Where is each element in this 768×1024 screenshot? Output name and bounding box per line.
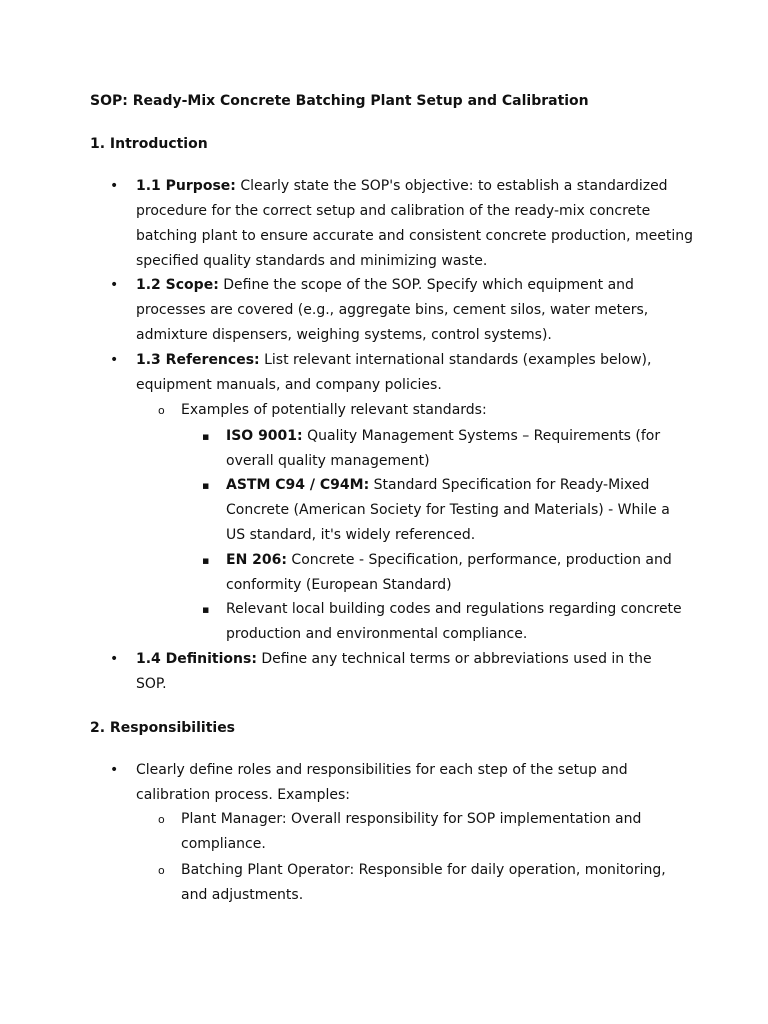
definitions-label: 1.4 Definitions:: [136, 651, 257, 667]
en-206-text: Concrete - Specification, performance, production and conformity (European Standard): [226, 552, 672, 593]
list-item-local-codes: Relevant local building codes and regulations regarding concrete production and environmental compliance.: [226, 601, 682, 642]
section-heading-introduction: 1. Introduction: [90, 136, 208, 152]
references-label: 1.3 References:: [136, 352, 260, 368]
list-item-references: [136, 348, 696, 398]
section-heading-responsibilities: 2. Responsibilities: [90, 720, 236, 736]
bullet-glyph: •: [110, 651, 119, 667]
sub-sub-bullet-glyph: ▪: [202, 479, 210, 492]
bullet-glyph: •: [110, 178, 119, 194]
iso-9001-label: ISO 9001:: [226, 428, 303, 444]
en-206-label: EN 206:: [226, 552, 287, 568]
scope-label: 1.2 Scope:: [136, 277, 219, 293]
document-title: SOP: Ready-Mix Concrete Batching Plant Setup and Calibration: [90, 93, 589, 109]
references-text: List relevant international standards (examples below), equipment manuals, and company policies.: [136, 352, 652, 393]
list-item-responsibilities-intro: Clearly define roles and responsibilities for each step of the setup and calibration process. Examples:: [136, 762, 628, 803]
definitions-text: Define any technical terms or abbreviations used in the SOP.: [136, 651, 652, 692]
sub-bullet-glyph: o: [158, 864, 165, 877]
astm-c94-label: ASTM C94 / C94M:: [226, 477, 370, 493]
bullet-glyph: •: [110, 277, 119, 293]
list-item-purpose: [136, 174, 696, 274]
astm-c94-text: Standard Specification for Ready-Mixed Concrete (American Society for Testing and Materials) - While a US standard, it's widely referenced.: [226, 477, 670, 543]
purpose-label: 1.1 Purpose:: [136, 178, 236, 194]
list-item-astm-c94: [226, 473, 686, 548]
sub-sub-bullet-glyph: ▪: [202, 430, 210, 443]
list-item-scope: [136, 273, 696, 348]
sub-bullet-glyph: o: [158, 404, 165, 417]
bullet-glyph: •: [110, 762, 119, 778]
purpose-text: Clearly state the SOP's objective: to establish a standardized procedure for the correct setup and calibration of the ready-mix concrete batching plant to ensure accurate and consistent concrete production, meeting specified quality standards and minimizing waste.: [136, 178, 694, 269]
sub-sub-bullet-glyph: ▪: [202, 603, 210, 616]
list-item-role-operator: Batching Plant Operator: Responsible for daily operation, monitoring, and adjustments.: [181, 862, 666, 903]
sub-sub-bullet-glyph: ▪: [202, 554, 210, 567]
list-item-definitions: [136, 647, 656, 697]
bullet-glyph: •: [110, 352, 119, 368]
list-item-standards-heading: Examples of potentially relevant standards:: [181, 402, 487, 418]
iso-9001-text: Quality Management Systems – Requirements (for overall quality management): [226, 428, 661, 469]
list-item-role-plant-manager: Plant Manager: Overall responsibility for SOP implementation and compliance.: [181, 811, 642, 852]
list-item-en-206: [226, 548, 686, 598]
sub-bullet-glyph: o: [158, 813, 165, 826]
list-item-iso-9001: [226, 424, 686, 474]
scope-text: Define the scope of the SOP. Specify which equipment and processes are covered (e.g., aggregate bins, cement silos, water meters, admixture dispensers, weighing systems, control systems).: [136, 277, 649, 343]
